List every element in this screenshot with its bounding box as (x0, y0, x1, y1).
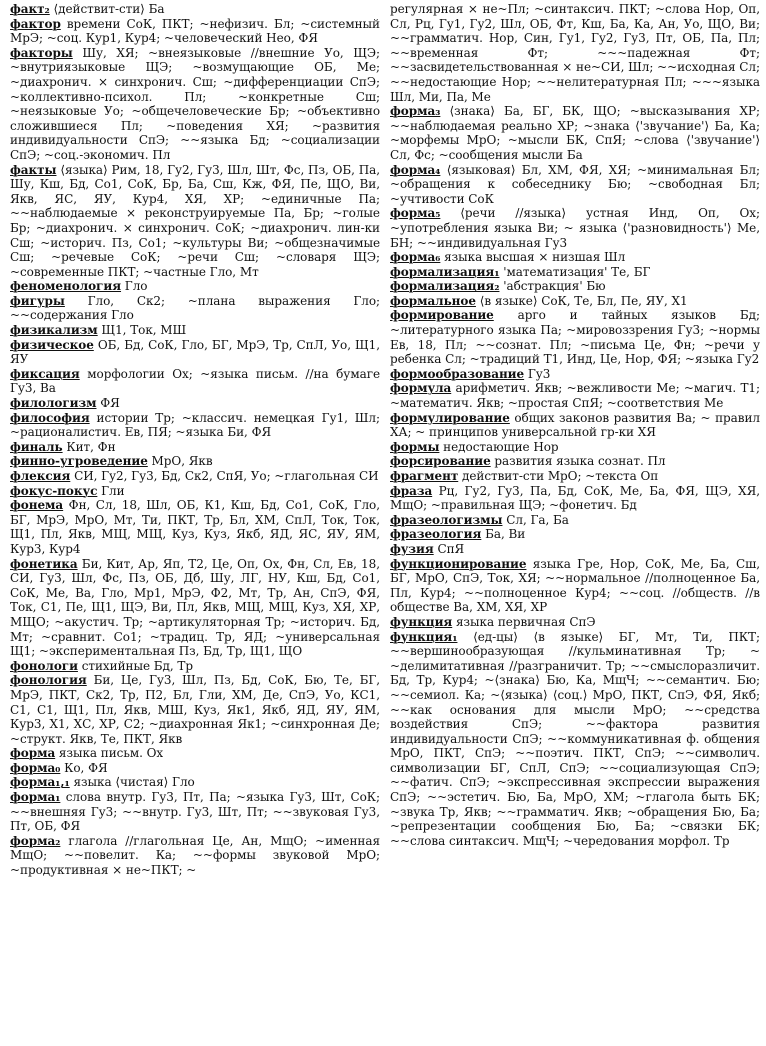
entry-headword: фрагмент (390, 469, 459, 483)
entry-headword: форма (10, 746, 56, 761)
dictionary-entry (10, 163, 380, 280)
entry-body: языка высшая × низшая Шл (440, 250, 626, 265)
dictionary-entry (390, 265, 760, 280)
dictionary-entry (390, 440, 760, 455)
dictionary-entry (10, 411, 380, 440)
left-column (10, 2, 380, 1046)
dictionary-entry (390, 630, 760, 849)
entry-body: действит-сти МрО; ~текста Оп (458, 469, 659, 483)
entry-body: слова внутр. Гу3, Пт, Па; ~языка Гу3, Шт, СоК; ~~внешняя Гу3; ~~внутр. Гу3, Шт, Пт; ~~звуковая Гу3, Пт, ОБ, ФЯ (10, 790, 380, 834)
entry-headword: форма₀ (10, 760, 61, 775)
dictionary-entry (10, 2, 380, 17)
entry-body: Би, Це, Гу3, Шл, Пз, Бд, СоК, Бю, Те, БГ, МрЭ, ПКТ, Ск2, Тр, П2, Бл, Гли, ХМ, Де, СпЭ, Уо, КС1, С1, С1, Щ1, Пл, Якв, МШ, Куз, Як1, Якб, ЯД, ЯУ, ЯМ, Кур3, Х1, ХС, ХР, С2; ~диахронная Як1; ~синхронная Де; ~структ. Якв, Те, ПКТ, Якв (10, 673, 380, 746)
entry-body: Щ1, Ток, МШ (97, 323, 187, 338)
entry-headword: функция₁ (390, 629, 458, 644)
dictionary-entry (390, 206, 760, 250)
entry-headword: функция (390, 614, 453, 629)
dictionary-entry (10, 746, 380, 761)
entry-headword: фонологи (10, 658, 78, 673)
entry-headword: фразеология (390, 527, 482, 542)
entry-headword: фактор (10, 16, 61, 31)
entry-headword: фигуры (10, 293, 65, 308)
entry-headword: формирование (390, 308, 494, 323)
entry-body: ⟨знака⟩ Ба, БГ, БК, ЩО; ~высказывания ХР; ~~наблюдаемая реально ХР; ~знака ⟨'звучание'⟩ Ба, Ка; ~морфемы МрО; ~мысли БК, СпЯ; ~слова ⟨'звучание'⟩ Сл, Фс; ~сообщения мысли Ба (390, 104, 760, 162)
entry-body: морфологии Ох; ~языка письм. //на бумаге Гу3, Ва (10, 366, 380, 396)
entry-body: ⟨речи //языка⟩ устная Инд, Оп, Ох; ~употребления языка Ви; ~ языка ⟨'разновидность'⟩ Ме, БН; ~~индивидуальная Гу3 (390, 206, 760, 250)
dictionary-entry (10, 279, 380, 294)
entry-headword: факты (10, 162, 57, 177)
dictionary-entry (10, 17, 380, 46)
entry-body: 'математизация' Те, БГ (499, 264, 651, 279)
dictionary-entry (10, 557, 380, 659)
entry-headword: флексия (10, 469, 71, 483)
entry-body: Ко, ФЯ (60, 760, 108, 775)
entry-headword: формообразование (390, 366, 525, 381)
entry-headword: философия (10, 410, 90, 425)
entry-headword: фонема (10, 498, 64, 513)
dictionary-entry (10, 469, 380, 484)
entry-body: Би, Кит, Ар, Яп, Т2, Це, Оп, Ох, Фн, Сл, Ев, 18, СИ, Гу3, Шл, Фс, Пз, ОБ, Дб, Шу, ЛГ, НУ, Кш, Бд, Со1, СоК, Ме, Ва, Гло, Мр1, МрЭ, Ф2, Мт, Тр, Ан, СпЭ, ФЯ, Ток, С1, Пе, Щ1, ЩЭ, Ви, Пл, Якв, МЩ, МЩ, Куз, ХЯ, ХР, МЩО; ~акустич. Тр; ~артикуляторная Тр; ~историч. Бд, Мт; ~сравнит. Со1; ~традиц. Тр, ЯД; ~универсальная Щ1; ~экспериментальная Пз, Бд, Тр, Щ1, ЩО (10, 556, 380, 659)
dictionary-entry (10, 454, 380, 469)
dictionary-entry (10, 790, 380, 834)
entry-headword: физикализм (10, 323, 98, 338)
entry-body: СпЯ (433, 541, 465, 556)
entry-body: глагола //глагольная Це, Ан, МщО; ~именная МщО; ~~повелит. Ка; ~~формы звуковой МрО; ~продуктивная × не~ПКТ; ~ (10, 833, 380, 878)
entry-headword: фонетика (10, 556, 78, 571)
entry-headword: форма₁,₁ (10, 775, 70, 790)
dictionary-entry (390, 367, 760, 382)
entry-body: Сл, Га, Ба (502, 512, 569, 527)
dictionary-entry (390, 308, 760, 366)
dictionary-entry (10, 498, 380, 556)
dictionary-entry (390, 527, 760, 542)
dictionary-entry (390, 454, 760, 469)
entry-headword: формальное (390, 293, 476, 308)
entry-headword: финно-угроведение (10, 454, 148, 469)
entry-body: стихийные Бд, Тр (77, 658, 194, 673)
dictionary-entry (390, 381, 760, 410)
entry-body: СИ, Гу2, Гу3, Бд, Ск2, СпЯ, Уо; ~глагольная СИ (70, 469, 379, 483)
entry-body: ⟨языковая⟩ Бл, ХМ, ФЯ, ХЯ; ~минимальная Бл; ~обращения к собеседнику Бю; ~свободная Бл; ~учтивости СоК (390, 162, 760, 206)
entry-headword: функционирование (390, 556, 527, 571)
entry-headword: факт₂ (10, 2, 50, 16)
entry-headword: физическое (10, 337, 94, 352)
dictionary-entry (390, 513, 760, 528)
dictionary-entry (390, 615, 760, 630)
entry-body: Шу, ХЯ; ~внеязыковые //внешние Уо, ЩЭ; ~внутриязыковые ЩЭ; ~возмущающие ОБ, Ме; ~диахронич. × синхронич. Сш; ~дифференциации СпЭ; ~коллективно-психол. Пл; ~конкретные Сш; ~неязыковые Уо; ~общечеловеческие Бр; ~объективно сложившиеся Пл; ~поведения ХЯ; ~развития индивидуальности СпЭ; ~~языка Бд; ~социализации СпЭ; ~соц.-экономич. Пл (10, 45, 380, 162)
entry-headword: фокус-покус (10, 483, 98, 498)
entry-body: языка ⟨чистая⟩ Гло (69, 775, 195, 790)
entry-body: Кит, Фн (62, 439, 116, 454)
entry-body: ОБ, Бд, СоК, Гло, БГ, МрЭ, Тр, СпЛ, Уо, Щ1, ЯУ (10, 337, 380, 367)
dictionary-entry (390, 411, 760, 440)
entry-headword: форсирование (390, 454, 491, 469)
entry-headword: формула (390, 381, 452, 396)
entry-headword: филологизм (10, 396, 97, 411)
entry-body: 'абстракция' Бю (499, 279, 606, 294)
entry-headword: факторы (10, 45, 73, 60)
entry-body: общих законов развития Ва; ~ правил ХА; ~ принципов универсальной гр-ки ХЯ (390, 410, 760, 440)
entry-body: ⟨языка⟩ Рим, 18, Гу2, Гу3, Шл, Шт, Фс, Пз, ОБ, Па, Шу, Кш, Бд, Со1, СоК, Бр, Ба, Сш, Кж, ФЯ, Пе, ЩО, Ви, Якв, ЯС, ЯУ, Кур4, ХЯ, ХР; ~единичные Па; ~~наблюдаемые × реконструируемые Па, Бр; ~голые Бр; ~диахронич. × синхронич. СоК; ~диахронич. лин-ки Сш; ~историч. Пз, Со1; ~культуры Ви; ~общезначимые Сш; ~речевые СоК; ~речи Сш; ~словаря ЩЭ; ~современные ПКТ; ~частные Гло, Мт (10, 162, 380, 279)
entry-headword: форма₁ (10, 790, 61, 805)
entry-headword: формулирование (390, 410, 510, 425)
entry-body: ФЯ (96, 396, 120, 411)
dictionary-entry (390, 294, 760, 309)
dictionary-entry (10, 484, 380, 499)
entry-body: ⟨ед-цы⟩ ⟨в языке⟩ БГ, Мт, Ти, ПКТ; ~~вершинообразующая //кульминативная Тр; ~ ~делимитативная //разграничит. Тр; ~~смыслоразличит. Бд, Тр, Кур4; ~⟨знака⟩ Бю, Ка, МщЧ; ~~семантич. Бю; ~~семиол. Ка; ~⟨языка⟩ ⟨соц.⟩ МрО, ПКТ, СпЭ, ФЯ, Якб; ~~как основания для мысли МрО; ~~средства воздействия СпЭ; ~~фактора развития индивидуальности СпЭ; ~~коммуникативная ф. общения МрО, ПКТ, СпЭ; ~~поэтич. ПКТ, СпЭ; ~~символич. символизации БГ, СпЛ, СпЭ; ~~социализующая СпЭ; ~~фатич. СпЭ; ~экспрессивная экспрессии выражения СпЭ; ~~эстетич. Бю, Ба, МрО, ХМ; ~глагола быть БК; ~звука Тр, Якв; ~~грамматич. Якв; ~обращения Бю, Ба; ~репрезентации сообщения Бю, Ба; ~связки БК; ~~слова синтаксич. МщЧ; ~чередования морфол. Тр (390, 629, 760, 848)
entry-headword: фонология (10, 673, 87, 688)
entry-body: Гли (97, 483, 125, 498)
entry-body: истории Тр; ~классич. немецкая Гу1, Шл; ~рационалистич. Ев, ПЯ; ~языка Би, ФЯ (10, 410, 380, 440)
entry-body: Гло (121, 279, 148, 294)
dictionary-entry (10, 396, 380, 411)
entry-body: арго и тайных языков Бд; ~литературного языка Па; ~мировоззрения Гу3; ~нормы Ев, 18, Пл; ~~сознат. Пл; ~письма Це, Фн; ~речи у ребенка Сл; ~традиций Т1, Инд, Це, Нор, ФЯ; ~языка Гу2 (390, 308, 760, 367)
dictionary-entry (10, 323, 380, 338)
entry-headword: форма₆ (390, 250, 441, 265)
dictionary-entry (390, 484, 760, 513)
dictionary-entry (10, 659, 380, 674)
entry-body: МрО, Якв (147, 454, 213, 469)
entry-body: недостающие Нор (439, 439, 559, 454)
dictionary-entry (390, 163, 760, 207)
entry-headword: фузия (390, 541, 434, 556)
entry-body: ⟨действит-сти⟩ Ба (49, 2, 165, 16)
entry-body: арифметич. Якв; ~вежливости Ме; ~магич. Т1; ~математич. Якв; ~простая СпЯ; ~соответствия Ме (390, 381, 760, 411)
entry-body: языка первичная СпЭ (452, 614, 596, 629)
dictionary-entry (10, 775, 380, 790)
entry-body: Рц, Гу2, Гу3, Па, Бд, СоК, Ме, Ба, ФЯ, ЩЭ, ХЯ, МщО; ~правильная ЩЭ; ~фонетич. Бд (390, 483, 760, 513)
entry-headword: фразеологизмы (390, 512, 503, 527)
dictionary-entry (390, 2, 760, 104)
dictionary-entry (390, 250, 760, 265)
dictionary-entry (390, 469, 760, 484)
entry-body: ⟨в языке⟩ СоК, Те, Бл, Пе, ЯУ, Х1 (475, 293, 688, 308)
dictionary-entry (390, 279, 760, 294)
entry-headword: форма₃ (390, 104, 441, 119)
dictionary-entry (10, 46, 380, 163)
entry-headword: фиксация (10, 366, 80, 381)
dictionary-entry (390, 104, 760, 162)
entry-body: Гу3 (524, 366, 551, 381)
dictionary-entry (10, 367, 380, 396)
entry-body: Ба, Ви (481, 527, 526, 542)
entry-headword: формы (390, 439, 440, 454)
entry-headword: форма₂ (10, 833, 61, 848)
right-column (390, 2, 760, 1046)
entry-body: Фн, Сл, 18, Шл, ОБ, К1, Кш, Бд, Со1, СоК, Гло, БГ, МрЭ, МрО, Мт, Ти, ПКТ, Тр, Бл, ХМ, СпЛ, Ток, Ток, Щ1, Пл, Якв, МЩ, МЩ, Куз, Куз, Якб, ЯД, ЯС, ЯУ, ЯМ, Кур3, Кур4 (10, 498, 380, 556)
dictionary-entry (10, 761, 380, 776)
entry-headword: фраза (390, 483, 433, 498)
dictionary-entry (390, 542, 760, 557)
entry-body: языка Гре, Нор, СоК, Ме, Ба, Сш, БГ, МрО, СпЭ, Ток, ХЯ; ~~нормальное //полноценное Ба, Пл, Кур4; ~~полноценное Кур4; ~~соц. //обществ. //в обществе Ва, ХМ, ХЯ, ХР (390, 556, 760, 615)
entry-headword: форма₅ (390, 206, 441, 221)
entry-headword: форма₄ (390, 162, 441, 177)
entry-body: языка письм. Ох (55, 746, 164, 761)
entry-headword: финаль (10, 439, 63, 454)
dictionary-entry (10, 294, 380, 323)
dictionary-entry (390, 557, 760, 615)
entry-body: развития языка сознат. Пл (490, 454, 666, 469)
dictionary-entry (10, 338, 380, 367)
dictionary-entry (10, 440, 380, 455)
entry-body: регулярная × не~Пл; ~синтаксич. ПКТ; ~слова Нор, Оп, Сл, Рц, Гу1, Гу2, Шл, ОБ, Фт, Кш, Ба, Ка, Ан, Уо, ЩО, Ви; ~~грамматич. Нор, Син, Гу1, Гу2, Гу3, Пт, ОБ, Па, Пл; ~~временная Фт; ~~~падежная Фт; ~~засвидетельствованная × не~СИ, Шл; ~~исходная Сл; ~~недостающие Нор; ~~нелитературная Пл; ~~~языка Шл, Ми, Па, Ме (390, 2, 760, 104)
entry-headword: формализация₁ (390, 264, 500, 279)
entry-headword: формализация₂ (390, 279, 500, 294)
entry-body: времени СоК, ПКТ; ~нефизич. Бл; ~системный МрЭ; ~соц. Кур1, Кур4; ~человеческий Нео, ФЯ (10, 16, 380, 46)
entry-body: Гло, Ск2; ~плана выражения Гло; ~~содержания Гло (10, 293, 380, 323)
dictionary-entry (10, 834, 380, 878)
dictionary-entry (10, 673, 380, 746)
entry-headword: феноменология (10, 279, 122, 294)
